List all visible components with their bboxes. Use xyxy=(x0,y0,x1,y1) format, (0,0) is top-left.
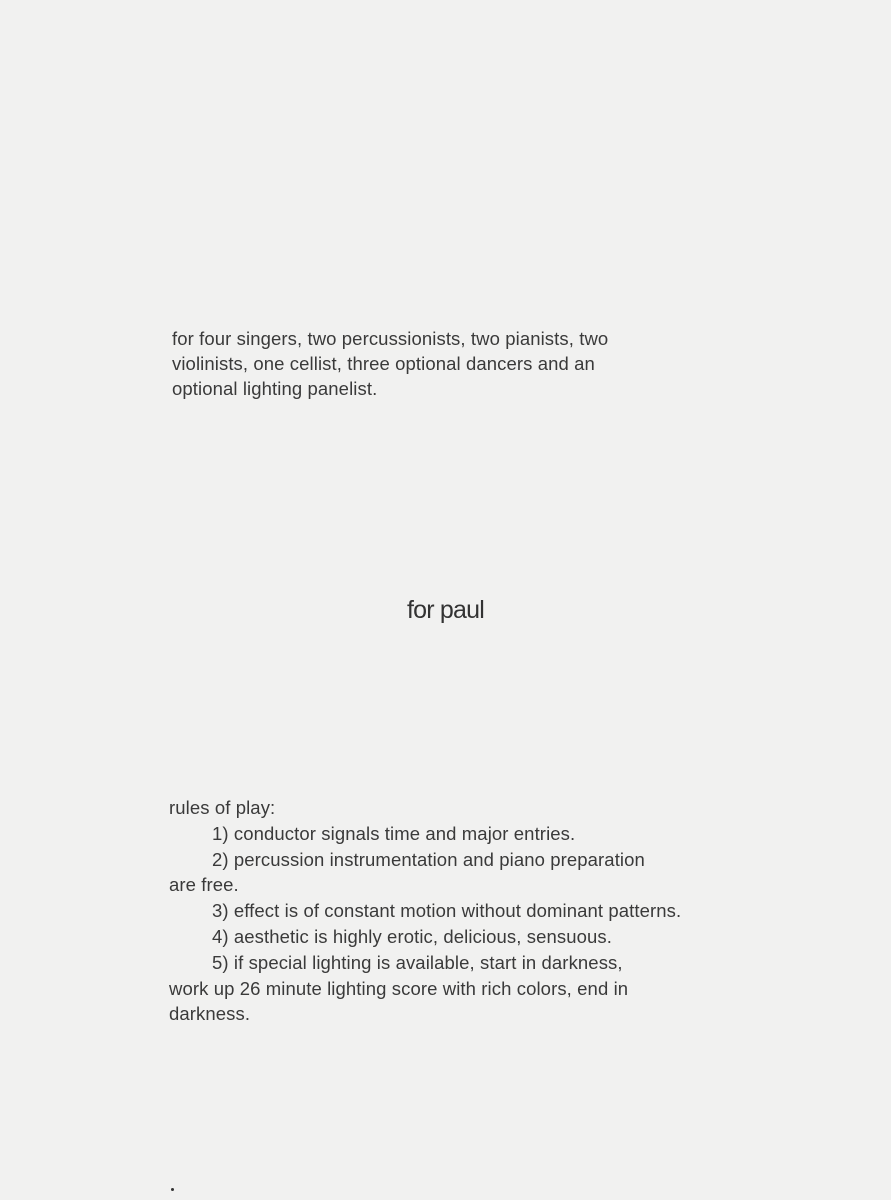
rule-item: 2) percussion instrumentation and piano preparation xyxy=(212,848,645,870)
dedication: for paul xyxy=(407,596,484,624)
instrumentation-line: violinists, one cellist, three optional dancers and an xyxy=(172,353,595,374)
rule-item: 5) if special lighting is available, start in darkness, xyxy=(212,951,623,973)
rules-of-play xyxy=(169,795,769,1027)
instrumentation-line: for four singers, two percussionists, two pianists, two xyxy=(172,328,609,349)
rule-item-continuation: are free. xyxy=(169,874,239,896)
page-mark xyxy=(171,1188,174,1191)
rule-item-continuation: work up 26 minute lighting score with rich colors, end in xyxy=(169,977,629,999)
rules-heading: rules of play: xyxy=(169,797,276,818)
rule-item: 1) conductor signals time and major entries. xyxy=(212,822,576,844)
rule-item: 4) aesthetic is highly erotic, delicious, sensuous. xyxy=(212,925,612,947)
rule-item: 3) effect is of constant motion without dominant patterns. xyxy=(212,900,682,922)
instrumentation-line: optional lighting panelist. xyxy=(172,378,378,399)
instrumentation-note xyxy=(172,326,692,401)
rule-item-continuation: darkness. xyxy=(169,1003,251,1025)
